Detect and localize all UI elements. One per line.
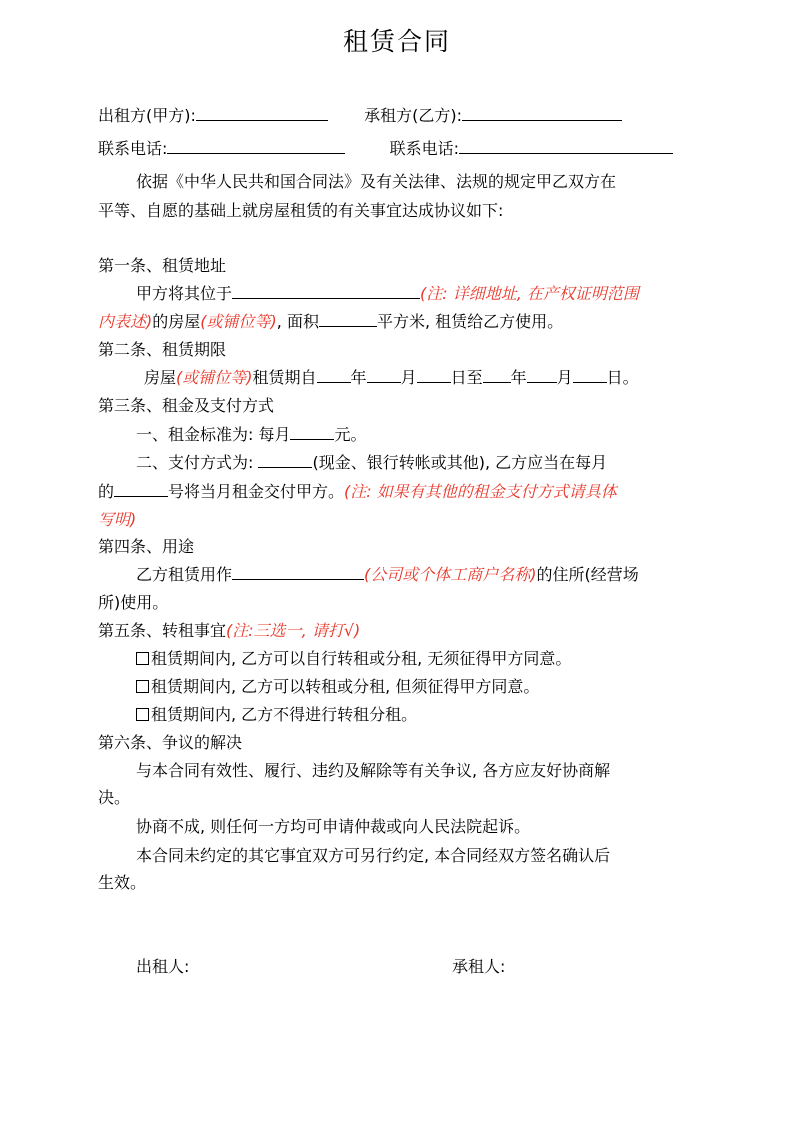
start-month-blank[interactable]	[367, 367, 401, 383]
art2-day-2: 日。	[606, 368, 639, 387]
payment-day-text: 号将当月租金交付甲方。	[168, 482, 345, 501]
monthly-rent-blank[interactable]	[290, 424, 334, 440]
article-3-heading: 第三条、租金及支付方式	[98, 396, 275, 415]
art4-note: (公司或个体工商户名称)	[364, 565, 537, 584]
art1-note-1: (注: 详细地址, 在产权证明范围	[420, 284, 639, 303]
article-2-heading: 第二条、租赁期限	[98, 340, 227, 359]
checkbox-option-2[interactable]	[136, 680, 149, 693]
dispute-para-1b: 决。	[98, 788, 131, 807]
article-3-item-1	[98, 424, 704, 446]
sublease-option-1-text: 租赁期间内, 乙方可以自行转租或分租, 无须征得甲方同意。	[151, 649, 572, 668]
effect-para-a: 本合同未约定的其它事宜双方可另行约定, 本合同经双方签名确认后	[136, 846, 611, 865]
rent-unit: 元。	[334, 425, 367, 444]
lessor-label: 出租方(甲方):	[98, 106, 196, 125]
lessor-blank[interactable]	[196, 105, 328, 121]
article-4-heading: 第四条、用途	[98, 537, 195, 556]
sublease-option-2	[98, 676, 704, 698]
art1-text-3: , 面积	[276, 312, 319, 331]
intro-line-2: 平等、自愿的基础上就房屋租赁的有关事宜达成协议如下:	[98, 201, 504, 220]
intro-line-1: 依据《中华人民共和国合同法》及有关法律、法规的规定甲乙双方在	[136, 172, 617, 191]
article-6-heading: 第六条、争议的解决	[98, 733, 243, 752]
area-blank[interactable]	[319, 311, 377, 327]
payment-method-blank[interactable]	[258, 452, 312, 468]
address-blank[interactable]	[232, 283, 420, 299]
phone-blank-a[interactable]	[167, 138, 345, 154]
sublease-option-3-text: 租赁期间内, 乙方不得进行转租分租。	[151, 705, 418, 724]
article-5-heading: 第五条、转租事宜	[98, 621, 227, 640]
article-4-line-1	[98, 564, 704, 586]
payment-method-label: 二、支付方式为:	[136, 453, 259, 472]
article-4-line-2: 所)使用。	[98, 593, 169, 612]
article-5-heading-row	[98, 620, 704, 642]
rent-standard-label: 一、租金标准为: 每月	[136, 425, 291, 444]
payment-day-prefix: 的	[98, 482, 115, 501]
lessee-signature[interactable]: 承租人:	[452, 957, 506, 976]
phone-label-a: 联系电话:	[98, 139, 168, 158]
art2-month-1: 月	[400, 368, 417, 387]
payment-method-text: (现金、银行转帐或其他), 乙方应当在每月	[312, 453, 608, 472]
article-1-line-1	[98, 283, 704, 305]
art3-note-b: 写明)	[98, 510, 137, 529]
art1-text-4: 平方米, 租赁给乙方使用。	[376, 312, 564, 331]
sublease-option-3	[98, 704, 704, 726]
article-1-heading: 第一条、租赁地址	[98, 256, 227, 275]
art4-text-1: 乙方租赁用作	[136, 565, 233, 584]
article-3-item-2-cont	[98, 481, 704, 503]
article-3-note-cont	[98, 509, 704, 531]
start-year-blank[interactable]	[317, 367, 351, 383]
art2-month-2: 月	[556, 368, 573, 387]
art1-text-2: 的房屋	[152, 312, 201, 331]
art2-text-1: 房屋	[144, 368, 177, 387]
phone-blank-b[interactable]	[459, 138, 673, 154]
start-day-blank[interactable]	[417, 367, 451, 383]
parties-row	[98, 105, 704, 127]
checkbox-option-3[interactable]	[136, 708, 149, 721]
sublease-option-2-text: 租赁期间内, 乙方可以转租或分租, 但须征得甲方同意。	[151, 677, 540, 696]
lessee-blank[interactable]	[462, 105, 622, 121]
art2-year-2: 年	[510, 368, 527, 387]
sublease-option-1	[98, 648, 704, 670]
art2-text-2: 租赁期自	[252, 368, 317, 387]
payment-day-blank[interactable]	[114, 481, 168, 497]
art2-day-1: 日至	[450, 368, 483, 387]
art2-note: (或铺位等)	[176, 368, 253, 387]
end-day-blank[interactable]	[573, 367, 607, 383]
art4-text-2: 的住所(经营场	[536, 565, 639, 584]
dispute-para-1a: 与本合同有效性、履行、违约及解除等有关争议, 各方应友好协商解	[136, 761, 611, 780]
art3-note: (注: 如果有其他的租金支付方式请具体	[344, 482, 617, 501]
phone-label-b: 联系电话:	[389, 139, 459, 158]
end-year-blank[interactable]	[483, 367, 511, 383]
art1-note-2: (或铺位等)	[200, 312, 277, 331]
art1-note-1b: 内表述)	[98, 312, 153, 331]
art2-year-1: 年	[350, 368, 367, 387]
company-name-blank[interactable]	[232, 564, 364, 580]
effect-para-b: 生效。	[98, 873, 147, 892]
dispute-para-2: 协商不成, 则任何一方均可申请仲裁或向人民法院起诉。	[136, 817, 531, 836]
document-title: 租赁合同	[342, 27, 451, 56]
lessee-label: 承租方(乙方):	[364, 106, 462, 125]
article-2-line	[98, 367, 704, 389]
lessor-signature[interactable]: 出租人:	[136, 957, 190, 976]
art5-note: (注:三选一, 请打√)	[226, 621, 361, 640]
checkbox-option-1[interactable]	[136, 652, 149, 665]
article-1-line-2	[98, 311, 704, 333]
phone-row	[98, 138, 704, 160]
end-month-blank[interactable]	[527, 367, 557, 383]
art1-text-1: 甲方将其位于	[136, 284, 233, 303]
article-3-item-2	[98, 452, 704, 474]
